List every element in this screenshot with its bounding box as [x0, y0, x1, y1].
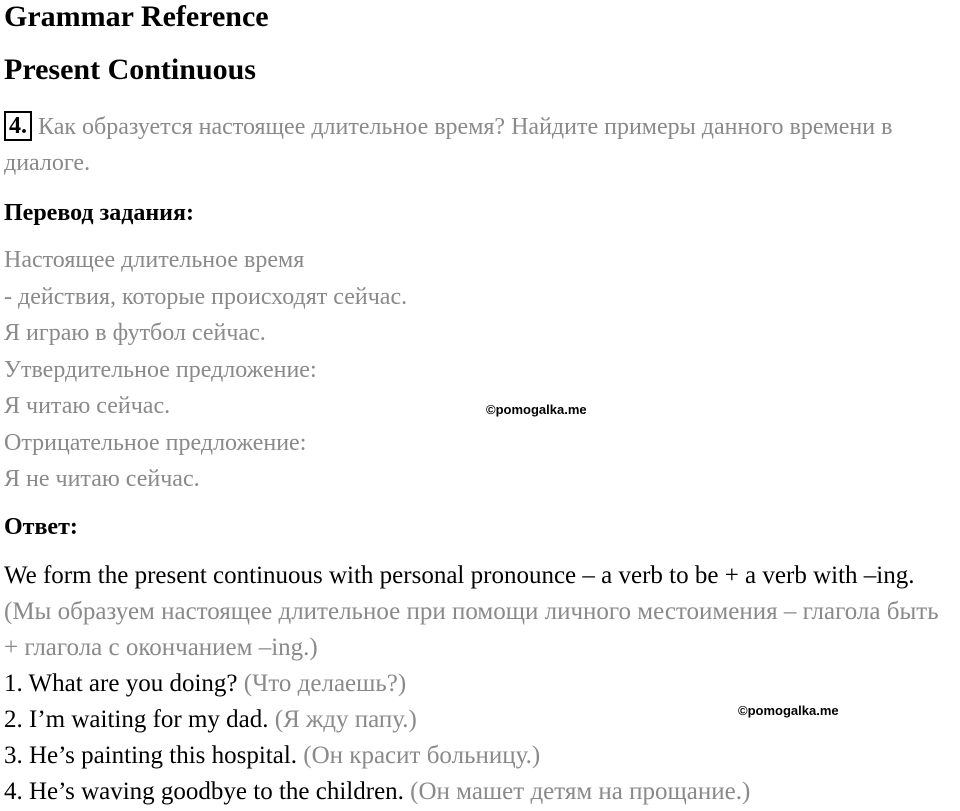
- answer-heading: Ответ:: [4, 514, 78, 540]
- translation-heading: Перевод задания:: [4, 200, 194, 226]
- example-en: 4. He’s waving goodbye to the children.: [4, 778, 404, 805]
- section-title: Present Continuous: [4, 53, 256, 86]
- answer-intro: [4, 558, 954, 666]
- translation-line: - действия, которые происходят сейчас.: [4, 283, 408, 310]
- translation-lines: [4, 242, 407, 498]
- translation-line: Настоящее длительное время: [4, 247, 305, 273]
- example-en: 2. I’m waiting for my dad.: [4, 706, 269, 733]
- translation-line: Утвердительное предложение:: [4, 356, 317, 383]
- answer-example: [4, 666, 750, 702]
- task-text: Как образуется настоящее длительное время? Найдите примеры данного времени в диалоге.: [4, 114, 893, 176]
- translation-line: Я не читаю сейчас.: [4, 466, 200, 492]
- task-statement: [4, 109, 954, 181]
- translation-line: Я читаю сейчас.: [4, 393, 171, 419]
- answer-intro-en: We form the present continuous with personal pronounce – a verb to be + a verb with –ing.: [4, 562, 915, 589]
- translation-line: Я играю в футбол сейчас.: [4, 320, 266, 346]
- example-en: 1. What are you doing?: [4, 670, 238, 697]
- example-ru: (Что делаешь?): [243, 670, 407, 697]
- answer-intro-ru: (Мы образуем настоящее длительное при помощи личного местоимения – глагола быть + глагола с окончанием –ing.): [4, 598, 939, 661]
- translation-line: Отрицательное предложение:: [4, 429, 307, 456]
- example-en: 3. He’s painting this hospital.: [4, 742, 298, 769]
- watermark: ©pomogalka.me: [738, 703, 839, 718]
- answer-example: [4, 738, 750, 774]
- answer-example: [4, 774, 750, 810]
- page-title: Grammar Reference: [4, 0, 269, 33]
- answer-example: [4, 702, 750, 738]
- example-ru: (Я жду папу.): [274, 706, 417, 733]
- task-number: 4.: [4, 111, 32, 141]
- watermark: ©pomogalka.me: [486, 402, 587, 417]
- answer-examples: [4, 666, 750, 810]
- example-ru: (Он машет детям на прощание.): [410, 778, 751, 805]
- example-ru: (Он красит больницу.): [303, 742, 541, 769]
